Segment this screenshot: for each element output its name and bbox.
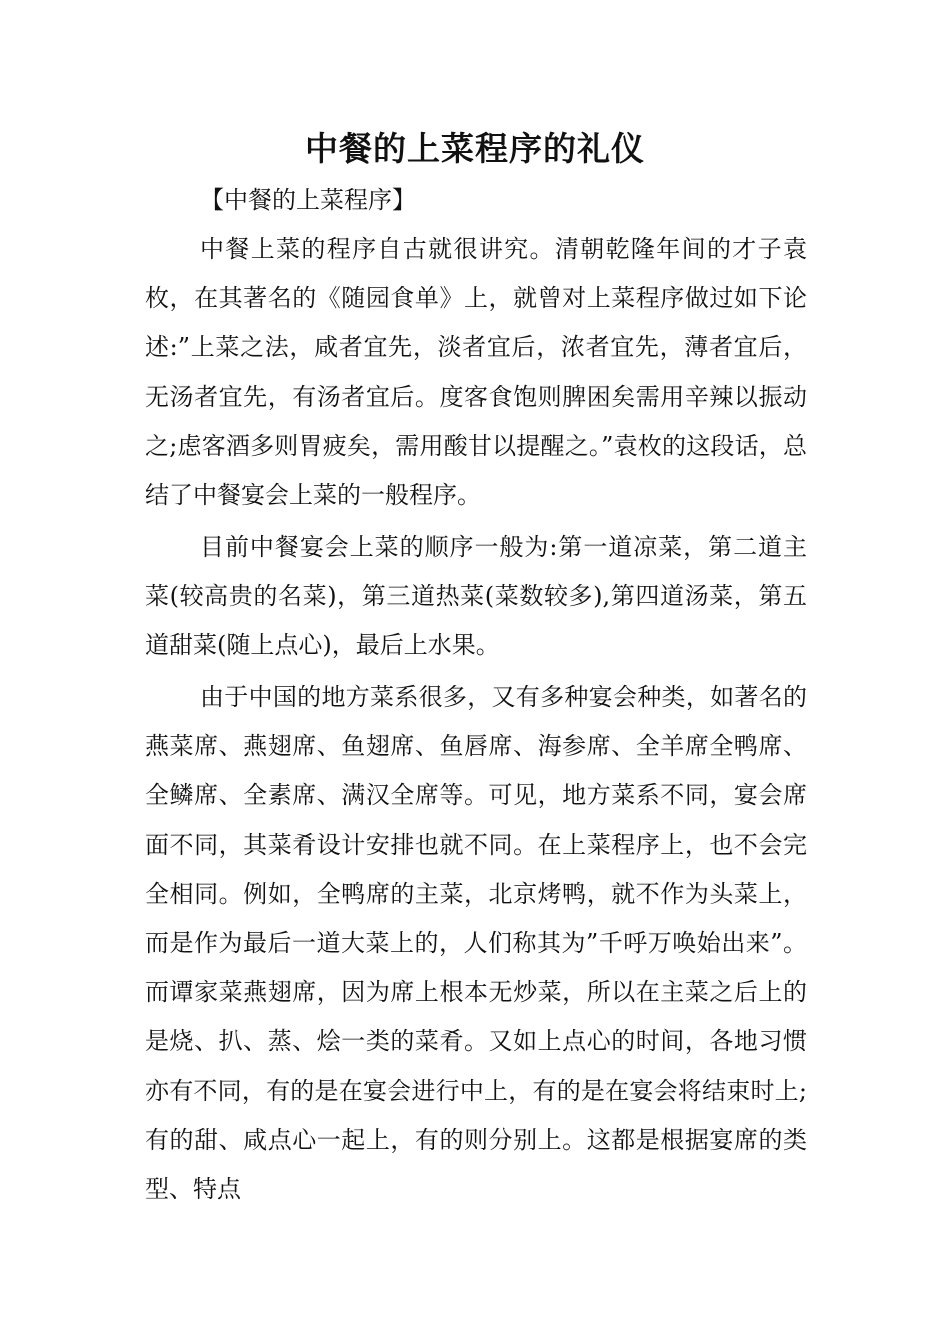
paragraph-2: 目前中餐宴会上菜的顺序一般为:第一道凉菜，第二道主菜(较高贵的名菜)，第三道热菜(菜数较多),第四道汤菜，第五道甜菜(随上点心)，最后上水果。 xyxy=(145,533,807,660)
document-title: 中餐的上菜程序的礼仪 xyxy=(305,129,645,168)
paragraph-1: 中餐上菜的程序自古就很讲究。清朝乾隆年间的才子袁枚，在其著名的《随园食单》上，就曾对上菜程序做过如下论述:”上菜之法，咸者宜先，淡者宜后，浓者宜先，薄者宜后，无汤者宜先，有汤者宜后。度客食饱则脾困矣需用辛辣以振动之;虑客酒多则胃疲矣，需用酸甘以提醒之。”袁枚的这段话，总结了中餐宴会上菜的一般程序。 xyxy=(145,235,807,510)
section-heading: 【中餐的上菜程序】 xyxy=(200,186,416,214)
paragraph-3: 由于中国的地方菜系很多，又有多种宴会种类，如著名的燕菜席、燕翅席、鱼翅席、鱼唇席、海参席、全羊席全鸭席、全鳞席、全素席、满汉全席等。可见，地方菜系不同，宴会席面不同，其菜肴设计安排也就不同。在上菜程序上，也不会完全相同。例如，全鸭席的主菜，北京烤鸭，就不作为头菜上，而是作为最后一道大菜上的，人们称其为”千呼万唤始出来”。而谭家菜燕翅席，因为席上根本无炒菜，所以在主菜之后上的是烧、扒、蒸、烩一类的菜肴。又如上点心的时间，各地习惯亦有不同，有的是在宴会进行中上，有的是在宴会将结束时上;有的甜、咸点心一起上，有的则分别上。这都是根据宴席的类型、特点 xyxy=(145,683,807,1204)
